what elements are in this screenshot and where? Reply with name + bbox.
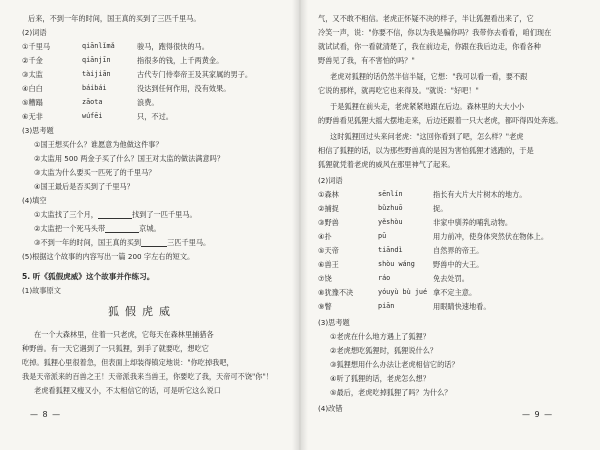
glossary-word: ③太监 — [22, 70, 43, 79]
question-item: ③狐狸想用什么办法让老虎相信它的话？ — [330, 360, 459, 369]
glossary-word: ⑨瞥 — [318, 302, 332, 311]
glossary-word: ①森林 — [318, 190, 339, 199]
story-line: 在一个大森林里，住着一只老虎，它每天在森林里捕猎各 — [34, 330, 214, 339]
intro-text: 后来，不到一年的时间，国王真的买到了三匹千里马。 — [28, 14, 201, 23]
glossary-pinyin: báibái — [82, 84, 107, 92]
page-number-left: — 8 — — [30, 410, 62, 419]
section-title-questions: (3)思考题 — [318, 318, 350, 327]
glossary-word: ④白白 — [22, 84, 43, 93]
fill-blank[interactable] — [105, 224, 139, 233]
story-line: 冷笑一声，说："你要不信，你以为我是骗你吗？我带你去看看，咱们现在 — [318, 28, 552, 37]
glossary-definition: 非家中驯养的哺乳动物。 — [433, 218, 513, 227]
fill-suffix: 京城。 — [139, 224, 161, 233]
question-item: ①老虎在什么地方遇上了狐狸？ — [330, 332, 430, 341]
story-line: 相信了狐狸的话，以为那些野兽真的是因为害怕狐狸才逃跑的，于是 — [318, 146, 534, 155]
question-item: ⑤最后，老虎吃掉狐狸了吗？为什么？ — [330, 388, 452, 397]
story-line: 这时狐狸回过头来问老虎："这回你看到了吧，怎么样？"老虎 — [330, 132, 524, 141]
glossary-pinyin: ráo — [378, 274, 391, 282]
story-line: 于是狐狸在前头走，老虎紧紧地跟在后边。森林里的大大小小 — [330, 102, 525, 111]
glossary-pinyin: qiānjīn — [82, 56, 111, 64]
glossary-definition: 没达到任何作用，没有效果。 — [137, 84, 231, 93]
glossary-pinyin: pū — [378, 232, 387, 240]
glossary-definition: 拿不定主意。 — [433, 288, 477, 297]
part5-heading: 5. 听《狐假虎威》这个故事并作练习。 — [22, 272, 155, 281]
section-title-questions: (3)思考题 — [22, 126, 54, 135]
fill-prefix: ②太监把一个死马头带 — [34, 224, 106, 233]
glossary-word: ②捕捉 — [318, 204, 339, 213]
story-source-label: (1)故事原文 — [22, 286, 61, 295]
fill-suffix: 三匹千里马。 — [167, 238, 211, 247]
fill-item — [34, 224, 161, 233]
glossary-word: ⑤糟蹋 — [22, 98, 43, 107]
glossary-word: ③野兽 — [318, 218, 339, 227]
glossary-pinyin: qiānlǐmǎ — [82, 42, 115, 50]
story-line: 种野兽。有一天它遇到了一只狐狸，到手了就要吃，想吃它 — [22, 344, 209, 353]
fill-prefix: ③不到一年的时间，国王真的买到 — [34, 238, 142, 247]
right-page — [300, 0, 600, 450]
glossary-pinyin: piān — [378, 302, 395, 310]
glossary-word: ⑥兽王 — [318, 260, 339, 269]
question-item: ①国王想买什么？谁愿意为他做这件事？ — [34, 140, 163, 149]
glossary-pinyin: wúfēi — [82, 112, 103, 120]
glossary-definition: 捉。 — [433, 204, 448, 213]
glossary-definition: 只，不过。 — [137, 112, 173, 121]
story-line: 吃掉。狐狸心里很着急，但表面上却装得镇定地说："你吃掉我吧， — [22, 358, 234, 367]
section-title-fill: (4)填空 — [22, 196, 47, 205]
glossary-definition: 用眼睛快速地看。 — [433, 302, 491, 311]
story-title: 狐假虎威 — [108, 305, 176, 318]
glossary-pinyin: tàijiān — [82, 70, 111, 78]
section-title-vocab: (2)词语 — [22, 28, 47, 37]
glossary-definition: 指长有大片大片树木的地方。 — [433, 190, 527, 199]
glossary-pinyin: shòu wáng — [378, 260, 415, 268]
glossary-word: ②千金 — [22, 56, 43, 65]
question-item: ④听了狐狸的话，老虎怎么想？ — [330, 374, 430, 383]
question-item: ③太监为什么要买一匹死了的千里马？ — [34, 168, 156, 177]
question-item: ②太监用 500 两金子买了什么？国王对太监的做法满意吗？ — [34, 154, 225, 163]
section-title-correction: (4)改错 — [318, 404, 343, 413]
question-item: ④国王最后是否买到了千里马？ — [34, 182, 134, 191]
glossary-definition: 指很多的钱，上千两黄金。 — [137, 56, 224, 65]
glossary-word: ⑤天帝 — [318, 246, 339, 255]
glossary-pinyin: tiāndì — [378, 246, 403, 254]
section-title-essay: (5)根据这个故事的内容写出一篇 200 字左右的短文。 — [22, 252, 195, 261]
story-line: 气，又不敢不相信。老虎正怀疑不决的样子，半让狐狸看出来了，它 — [318, 14, 534, 23]
book-gutter — [292, 0, 308, 450]
glossary-definition: 浪费。 — [137, 98, 159, 107]
fill-blank[interactable] — [98, 210, 132, 219]
fill-prefix: ①太监找了三个月， — [34, 210, 98, 219]
glossary-pinyin: sēnlín — [378, 190, 403, 198]
story-line: 就试试看，你一看就清楚了，我在前边走，你跟在我后边走，你看各种 — [318, 42, 541, 51]
story-line: 我是天帝派来的百兽之王！天帝派我来当兽王，你要吃了我，天帝可不饶"你"！ — [22, 372, 273, 381]
glossary-definition: 骏马，跑得很快的马。 — [137, 42, 209, 51]
fill-item — [34, 238, 210, 247]
fill-blank[interactable] — [141, 238, 167, 247]
glossary-definition: 野兽中的大王。 — [433, 260, 484, 269]
glossary-word: ④扑 — [318, 232, 332, 241]
story-line: 野兽见了我，有不害怕的吗？" — [318, 56, 415, 65]
fill-item — [34, 210, 197, 219]
story-line: 老虎看狐狸又瘦又小，不太相信它的话，可是听它这么说口 — [34, 386, 221, 395]
glossary-pinyin: yěshòu — [378, 218, 403, 226]
glossary-definition: 自然界的帝王。 — [433, 246, 484, 255]
glossary-word: ①千里马 — [22, 42, 51, 51]
glossary-definition: 用力前冲，使身体突然伏在物体上。 — [433, 232, 549, 241]
glossary-word: ⑥无非 — [22, 112, 43, 121]
story-line: 的野兽看见狐狸大摇大摆地走来，后边还跟着一只大老虎，都吓得四处奔逃。 — [318, 116, 563, 125]
glossary-pinyin: zāota — [82, 98, 103, 106]
page-number-right: — 9 — — [522, 410, 554, 419]
glossary-word: ⑧犹豫不决 — [318, 288, 354, 297]
section-title-vocab: (2)词语 — [318, 176, 343, 185]
glossary-word: ⑦饶 — [318, 274, 332, 283]
glossary-pinyin: bǔzhuō — [378, 204, 403, 212]
fill-suffix: 找到了一匹千里马。 — [131, 210, 197, 219]
story-line: 老虎对狐狸的话仍然半信半疑，它想："我可以看一看，要不跟 — [330, 72, 528, 81]
story-line: 它说的那样，就再吃它也来得及。"就说："好吧！" — [318, 86, 479, 95]
glossary-pinyin: yóuyù bù jué — [378, 288, 428, 296]
glossary-definition: 古代专门侍奉帝王及其家属的男子。 — [137, 70, 253, 79]
story-line: 狐狸就凭着老虎的威风在那里神气了起来。 — [318, 160, 455, 169]
glossary-definition: 免去处罚。 — [433, 274, 469, 283]
question-item: ②老虎想吃狐狸时，狐狸说什么？ — [330, 346, 438, 355]
